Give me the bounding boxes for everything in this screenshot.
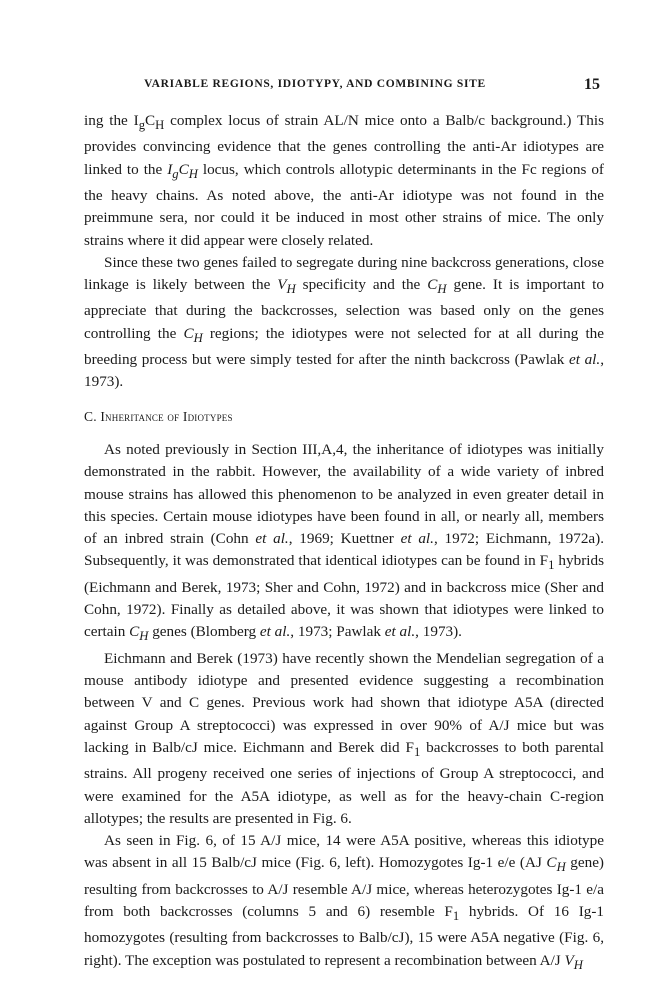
- section-letter: C.: [84, 408, 97, 424]
- paragraph-4: Eichmann and Berek (1973) have recently shown the Mendelian segregation of a mouse antibody idiotype and presented evidence suggesting a recombination between V and C genes. Previous work had shown that idiotype A5A (directed against Group A streptococci) was expressed in over 90% of A/J mice but was lacking in Balb/cJ mice. Eichmann and Berek did $F_1$ backcrosses to both parental strains. All progeny received one series of injections of Group A streptococci, and were examined for the A5A idiotype, as well as for the heavy-chain C-region allotypes; the results are presented in Fig. 6.: [84, 649, 604, 827]
- paragraph-2: Since these two genes failed to segregate during nine backcross generations, close linkage is likely between the $V_H$ specificity and the $C_H$ gene. It is important to appreciate that during the backcrosses, selection was based only on the genes controlling the $C_H$ regions; the idiotypes were not selected for at all during the breeding process but were simply tested for after the ninth backcross (Pawlak et al., 1973).: [84, 253, 605, 391]
- section-heading: [84, 406, 604, 428]
- page-number: 15: [584, 76, 600, 93]
- running-head: VARIABLE REGIONS, IDIOTYPY, AND COMBINING SITE: [144, 78, 486, 90]
- paragraph-5: As seen in Fig. 6, of 15 A/J mice, 14 were A5A positive, whereas this idiotype was absent in all 15 Balb/cJ mice (Fig. 6, left). Homozygotes Ig-1 e/e (AJ $C_H$ gene) resulting from backcrosses to A/J resemble A/J mice, whereas heterozygotes Ig-1 e/a from both backcrosses (columns 5 and 6) resemble $F_1$ hybrids. Of 16 Ig-1 homozygotes (resulting from backcrosses to Balb/cJ), 15 were A5A negative (Fig. 6, right). The exception was postulated to represent a recombination between A/J $V_H$: [84, 832, 604, 972]
- section-title: Inheritance of Idiotypes: [100, 408, 233, 424]
- page-header: [70, 76, 600, 98]
- body-text: [84, 110, 604, 976]
- paragraph-1: ing the $I_gC_H$ complex locus of strain AL/N mice onto a Balb/c background.) This provides convincing evidence that the genes controlling the anti-Ar idiotypes are linked to the $I_gC_H$ locus, which controls allotypic determinants in the Fc regions of the heavy chains. As noted above, the anti-Ar idiotype was not found in the preimmune sera, nor could it be induced in most other strains of mice. The only strains where it did appear were closely related.: [84, 112, 604, 249]
- paragraph-3: As noted previously in Section III,A,4, the inheritance of idiotypes was initially demonstrated in the rabbit. However, the availability of a wide variety of inbred mouse strains has allowed this phenomenon to be analyzed in even greater detail in this species. Certain mouse idiotypes have been found in all, or nearly all, members of an inbred strain (Cohn et al., 1969; Kuettner et al., 1972; Eichmann, 1972a). Subsequently, it was demonstrated that identical idiotypes can be found in $F_1$ hybrids (Eichmann and Berek, 1973; Sher and Cohn, 1972) and in backcross mice (Sher and Cohn, 1972). Finally as detailed above, it was shown that idiotypes were linked to certain $C_H$ genes (Blomberg et al., 1973; Pawlak et al., 1973).: [84, 440, 605, 644]
